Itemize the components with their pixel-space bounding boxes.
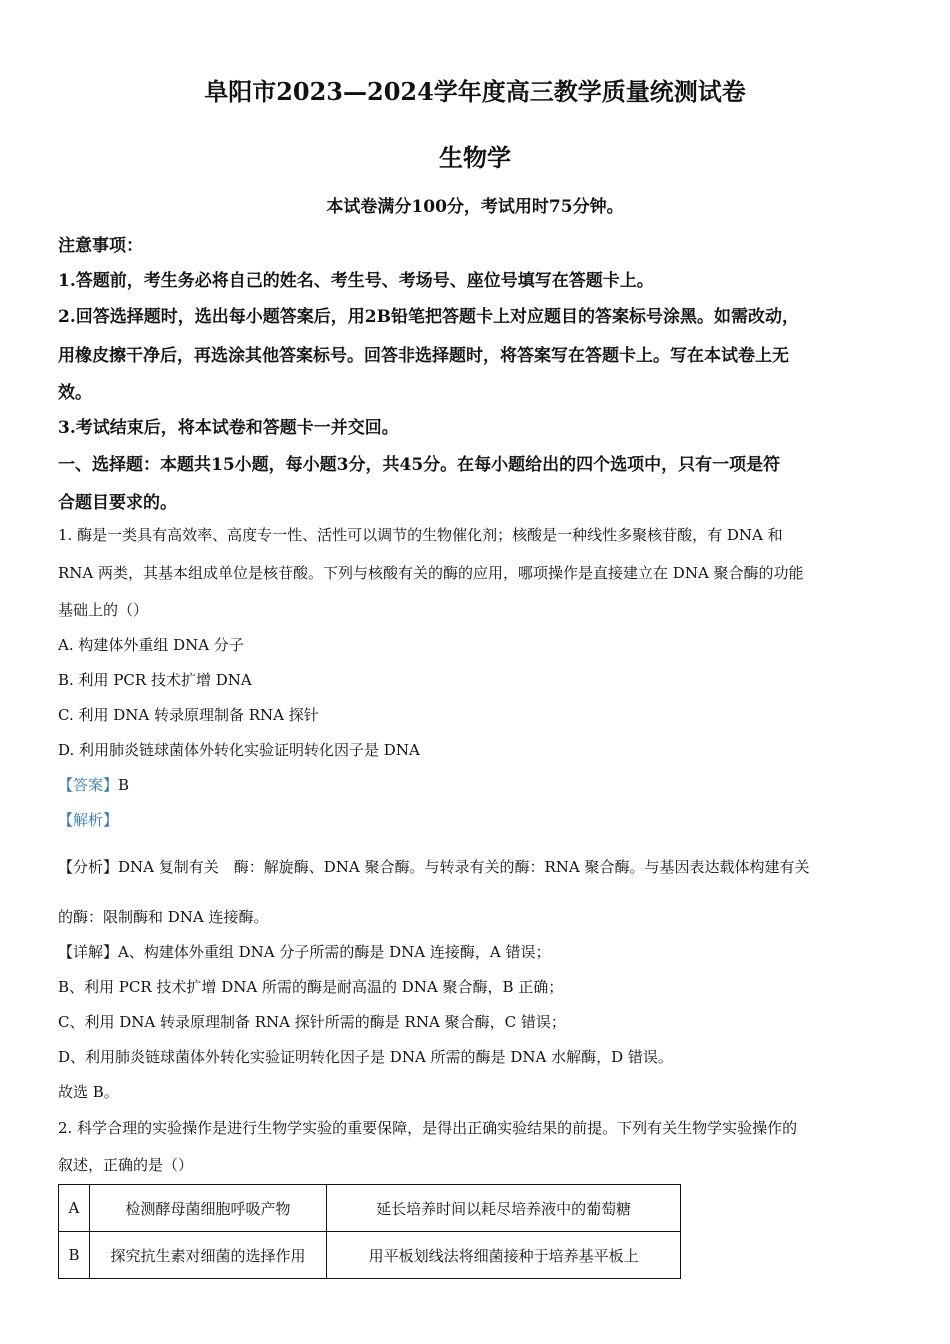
q1-option-a: A. 构建体外重组 DNA 分子	[58, 636, 244, 654]
answer-label: 【答案】	[58, 776, 119, 794]
q2-options-table	[58, 1184, 681, 1279]
table-cell-label: B	[59, 1232, 90, 1279]
q1-answer	[58, 774, 893, 795]
notice-item-1: 1.答题前，考生务必将自己的姓名、考生号、考场号、座位号填写在答题卡上。	[58, 271, 654, 291]
table-cell-operation: 用平板划线法将细菌接种于培养基平板上	[327, 1232, 681, 1279]
q1-stem-line-1: 1. 酶是一类具有高效率、高度专一性、活性可以调节的生物催化剂；核酸是一种线性多聚核苷酸，有 DNA 和	[58, 526, 783, 544]
q1-detail-d: D、利用肺炎链球菌体外转化实验证明转化因子是 DNA 所需的酶是 DNA 水解酶，D 错误。	[58, 1048, 673, 1066]
table-row	[59, 1232, 681, 1279]
q1-fenxi-line-1: 【分析】DNA 复制有关 酶：解旋酶、DNA 聚合酶。与转录有关的酶：RNA 聚合酶。与基因表达载体构建有关	[58, 858, 810, 876]
analysis-label: 【解析】	[58, 811, 119, 829]
q1-fenxi-line-2: 的酶：限制酶和 DNA 连接酶。	[58, 908, 269, 926]
q1-detail-a: 【详解】A、构建体外重组 DNA 分子所需的酶是 DNA 连接酶，A 错误；	[58, 943, 551, 961]
subject-title: 生物学	[439, 143, 511, 172]
table-row	[59, 1185, 681, 1232]
q1-option-d: D. 利用肺炎链球菌体外转化实验证明转化因子是 DNA	[58, 741, 420, 759]
section-heading-line-1: 一、选择题：本题共15小题，每小题3分，共45分。在每小题给出的四个选项中，只有一项是符	[58, 455, 781, 475]
notice-item-2-line-3: 效。	[58, 383, 92, 403]
q1-detail-b: B、利用 PCR 技术扩增 DNA 所需的酶是耐高温的 DNA 聚合酶，B 正确；	[58, 978, 564, 996]
q1-conclusion: 故选 B。	[58, 1083, 119, 1101]
exam-title: 阜阳市2023—2024学年度高三教学质量统测试卷	[204, 77, 746, 106]
q1-option-c: C. 利用 DNA 转录原理制备 RNA 探针	[58, 706, 319, 724]
notice-item-2-line-2: 用橡皮擦干净后，再选涂其他答案标号。回答非选择题时，将答案写在答题卡上。写在本试卷上无	[58, 346, 789, 366]
q2-stem-line-2: 叙述，正确的是（）	[58, 1156, 194, 1174]
table-cell-operation: 延长培养时间以耗尽培养液中的葡萄糖	[327, 1185, 681, 1232]
notice-heading: 注意事项：	[58, 236, 143, 256]
table-cell-label: A	[59, 1185, 90, 1232]
q1-detail-c: C、利用 DNA 转录原理制备 RNA 探针所需的酶是 RNA 聚合酶，C 错误；	[58, 1013, 566, 1031]
notice-item-2-line-1: 2.回答选择题时，选出每小题答案后，用2B铅笔把答题卡上对应题目的答案标号涂黑。如需改动，	[58, 307, 799, 327]
q1-option-b: B. 利用 PCR 技术扩增 DNA	[58, 671, 252, 689]
table-cell-experiment: 检测酵母菌细胞呼吸产物	[89, 1185, 326, 1232]
q2-stem-line-1: 2. 科学合理的实验操作是进行生物学实验的重要保障，是得出正确实验结果的前提。下列有关生物学实验操作的	[58, 1119, 798, 1137]
section-heading-line-2: 合题目要求的。	[58, 493, 177, 513]
exam-info: 本试卷满分100分，考试用时75分钟。	[326, 197, 624, 217]
table-cell-experiment: 探究抗生素对细菌的选择作用	[89, 1232, 326, 1279]
q1-stem-line-3: 基础上的（）	[58, 601, 149, 619]
notice-item-3: 3.考试结束后，将本试卷和答题卡一并交回。	[58, 418, 399, 438]
q1-stem-line-2: RNA 两类，其基本组成单位是核苷酸。下列与核酸有关的酶的应用，哪项操作是直接建立在 DNA 聚合酶的功能	[58, 564, 804, 582]
answer-value: B	[118, 776, 130, 794]
